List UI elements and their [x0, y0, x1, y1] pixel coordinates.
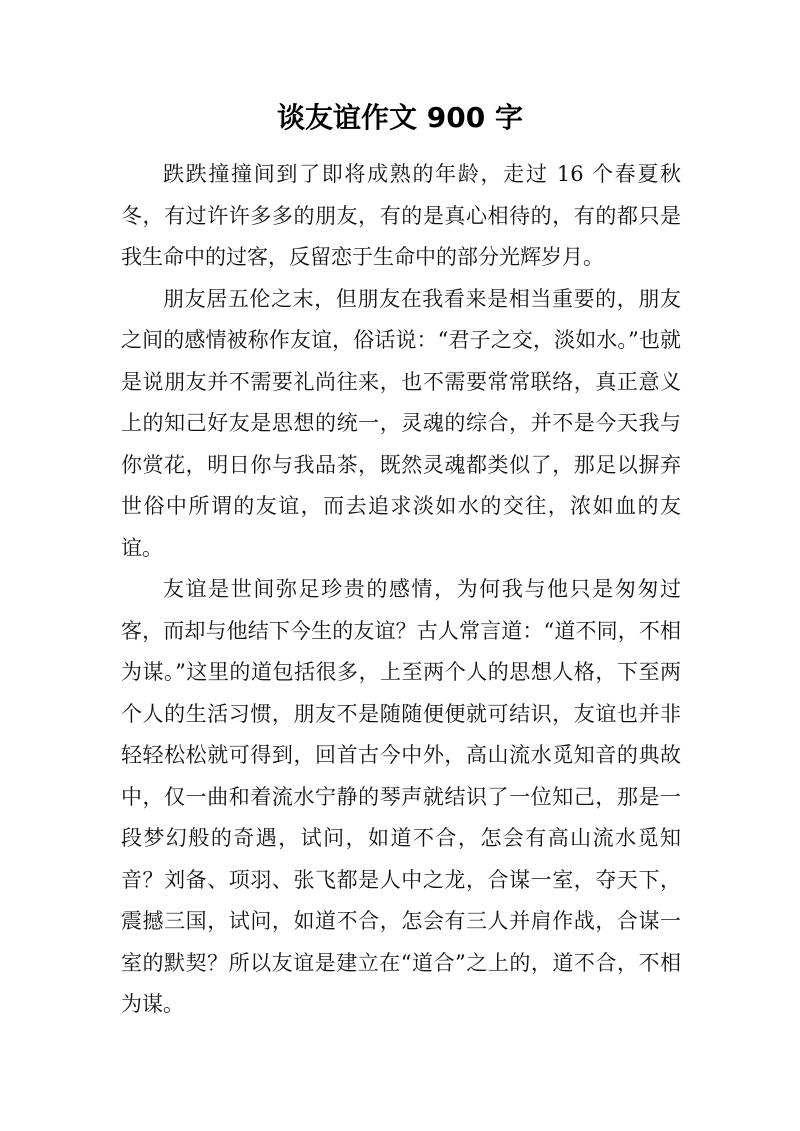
- document-title: 谈友谊作文 900 字: [277, 101, 523, 134]
- paragraph-3: 友谊是世间弥足珍贵的感情，为何我与他只是匆匆过客，而却与他结下今生的友谊？古人常言道：“道不同，不相为谋。”这里的道包括很多，上至两个人的思想人格，下至两个人的生活习惯，朋友不是随随便便就可结识，友谊也并非轻轻松松就可得到，回首古今中外，高山流水觅知音的典故中，仅一曲和着流水宁静的琴声就结识了一位知己，那是一段梦幻般的奇遇，试问，如道不合，怎会有高山流水觅知音？刘备、项羽、张飞都是人中之龙，合谋一室，夺天下，震撼三国，试问，如道不合，怎会有三人并肩作战，合谋一室的默契？所以友谊是建立在“道合”之上的，道不合，不相为谋。: [121, 577, 681, 1016]
- document-body: [121, 154, 681, 1026]
- paragraph-2: 朋友居五伦之末，但朋友在我看来是相当重要的，朋友之间的感情被称作友谊，俗话说：“君子之交，淡如水。”也就是说朋友并不需要礼尚往来，也不需要常常联络，真正意义上的知己好友是思想的统一，灵魂的综合，并不是今天我与你赏花，明日你与我品茶，既然灵魂都类似了，那足以摒弃世俗中所谓的友谊，而去追求淡如水的交往，浓如血的友谊。: [121, 286, 681, 560]
- paragraph-1: 跌跌撞撞间到了即将成熟的年龄，走过 16 个春夏秋冬，有过许许多多的朋友，有的是真心相待的，有的都只是我生命中的过客，反留恋于生命中的部分光辉岁月。: [121, 162, 681, 269]
